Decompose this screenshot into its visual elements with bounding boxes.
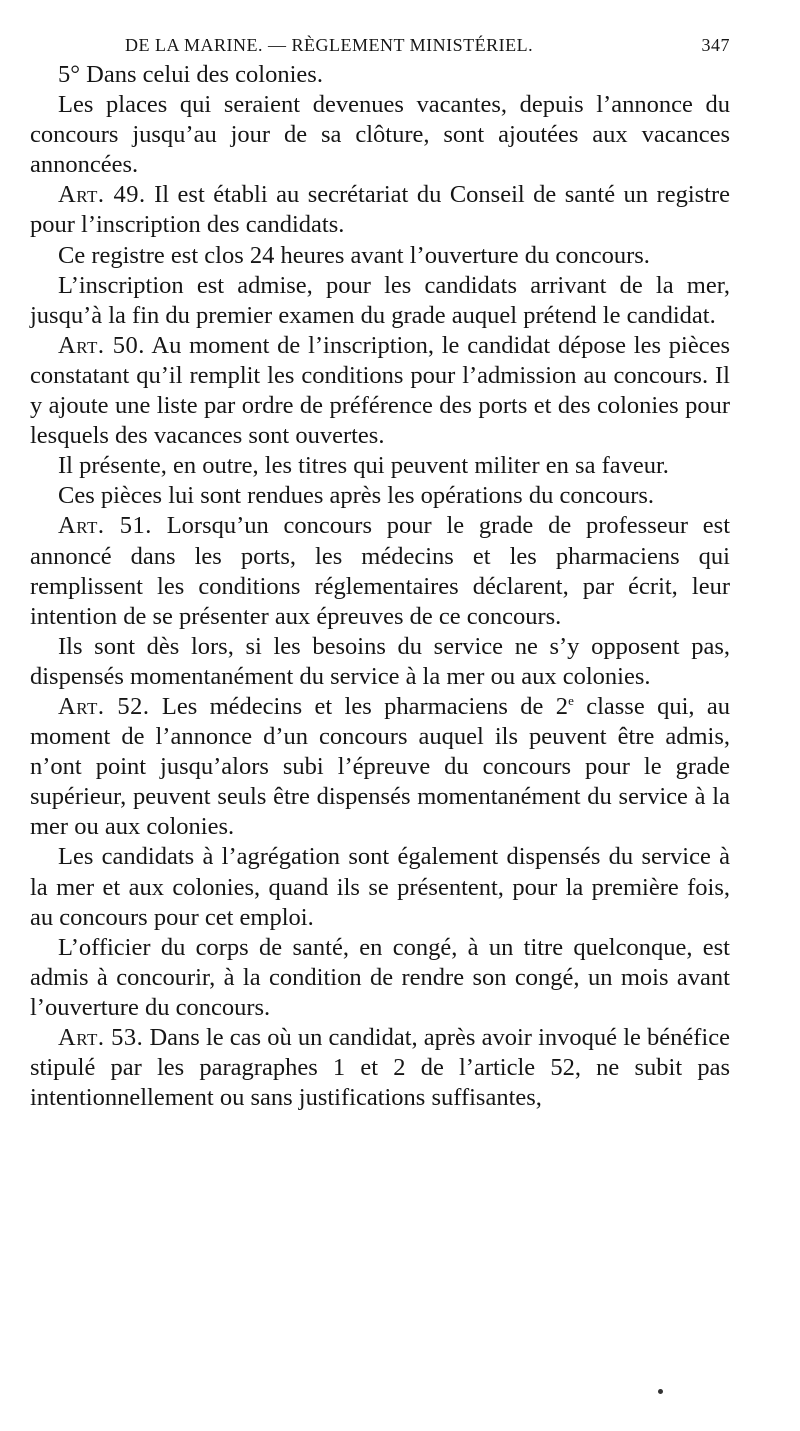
article-label: Art. 53. (58, 1024, 144, 1051)
paragraph-dispensed: Ils sont dès lors, si les besoins du service ne s’y opposent pas, dispensés momentanément du service à la mer ou aux colonies. (30, 632, 730, 690)
book-page (30, 30, 730, 1113)
body-text (30, 60, 730, 1113)
superscript: e (568, 692, 574, 708)
article-text-start: Les médecins et les pharmaciens de 2 (161, 692, 569, 720)
paragraph-aggregation: Les candidats à l’agrégation sont également dispensés du service à la mer et aux colonies, quand ils se présentent, pour la première fois, au concours pour cet emploi. (30, 843, 730, 931)
article-text: Au moment de l’inscription, le candidat dépose les pièces constatant qu’il remplit les conditions pour l’admission au concours. Il y ajoute une liste par ordre de préférence des ports et des colonies pour lesquels des vacances sont ouvertes. (30, 331, 730, 450)
article-text: Il est établi au secrétariat du Conseil de santé un registre pour l’inscription des candidats. (30, 181, 730, 239)
article-text: classe qui, au moment de l’annonce d’un concours auquel ils peuvent être admis, n’ont point jusqu’alors subi l’épreuve du concours pour le grade supérieur, peuvent seuls être dispensés momentanément du service à la mer ou aux colonies. (30, 692, 730, 841)
paragraph-art-50 (30, 331, 730, 451)
article-label: Art. 51. (58, 512, 152, 540)
paragraph-art-52 (30, 692, 730, 842)
article-label: Art. 49. (58, 181, 146, 209)
page-number: 347 (701, 35, 730, 55)
paragraph-art-49 (30, 180, 730, 240)
paragraph-art-51 (30, 511, 730, 631)
paragraph-art-53 (30, 1023, 730, 1113)
paragraph-officer-leave: L’officier du corps de santé, en congé, à un titre quelconque, est admis à concourir, à la condition de rendre son congé, un mois avant l’ouverture du concours. (30, 933, 730, 1021)
running-header (30, 30, 730, 60)
paragraph-list-item-5: 5° Dans celui des colonies. (58, 61, 323, 88)
article-label: Art. 52. (58, 692, 150, 720)
paragraph-inscription: L’inscription est admise, pour les candidats arrivant de la mer, jusqu’à la fin du premier examen du grade auquel prétend le candidat. (30, 271, 730, 329)
article-text: Lorsqu’un concours pour le grade de professeur est annoncé dans les ports, les médecins et les pharmaciens qui remplissent les conditions réglementaires déclarent, par écrit, leur intention de se présenter aux épreuves de ce concours. (30, 512, 731, 630)
article-text: Dans le cas où un candidat, après avoir invoqué le bénéfice stipulé par les paragraphes 1 et 2 de l’article 52, ne subit pas intentionnellement ou sans justifications suffisantes, (30, 1024, 730, 1112)
paragraph-vacancies: Les places qui seraient devenues vacantes, depuis l’annonce du concours jusqu’au jour de sa clôture, sont ajoutées aux vacances annoncées. (30, 91, 730, 179)
paragraph-documents-returned: Ces pièces lui sont rendues après les opérations du concours. (58, 482, 655, 510)
article-label: Art. 50. (58, 331, 145, 359)
ink-speck (658, 1389, 663, 1394)
paragraph-register-closed: Ce registre est clos 24 heures avant l’ouverture du concours. (58, 241, 650, 269)
paragraph-titles: Il présente, en outre, les titres qui peuvent militer en sa faveur. (58, 452, 669, 480)
running-title: DE LA MARINE. — RÈGLEMENT MINISTÉRIEL. (125, 35, 534, 55)
